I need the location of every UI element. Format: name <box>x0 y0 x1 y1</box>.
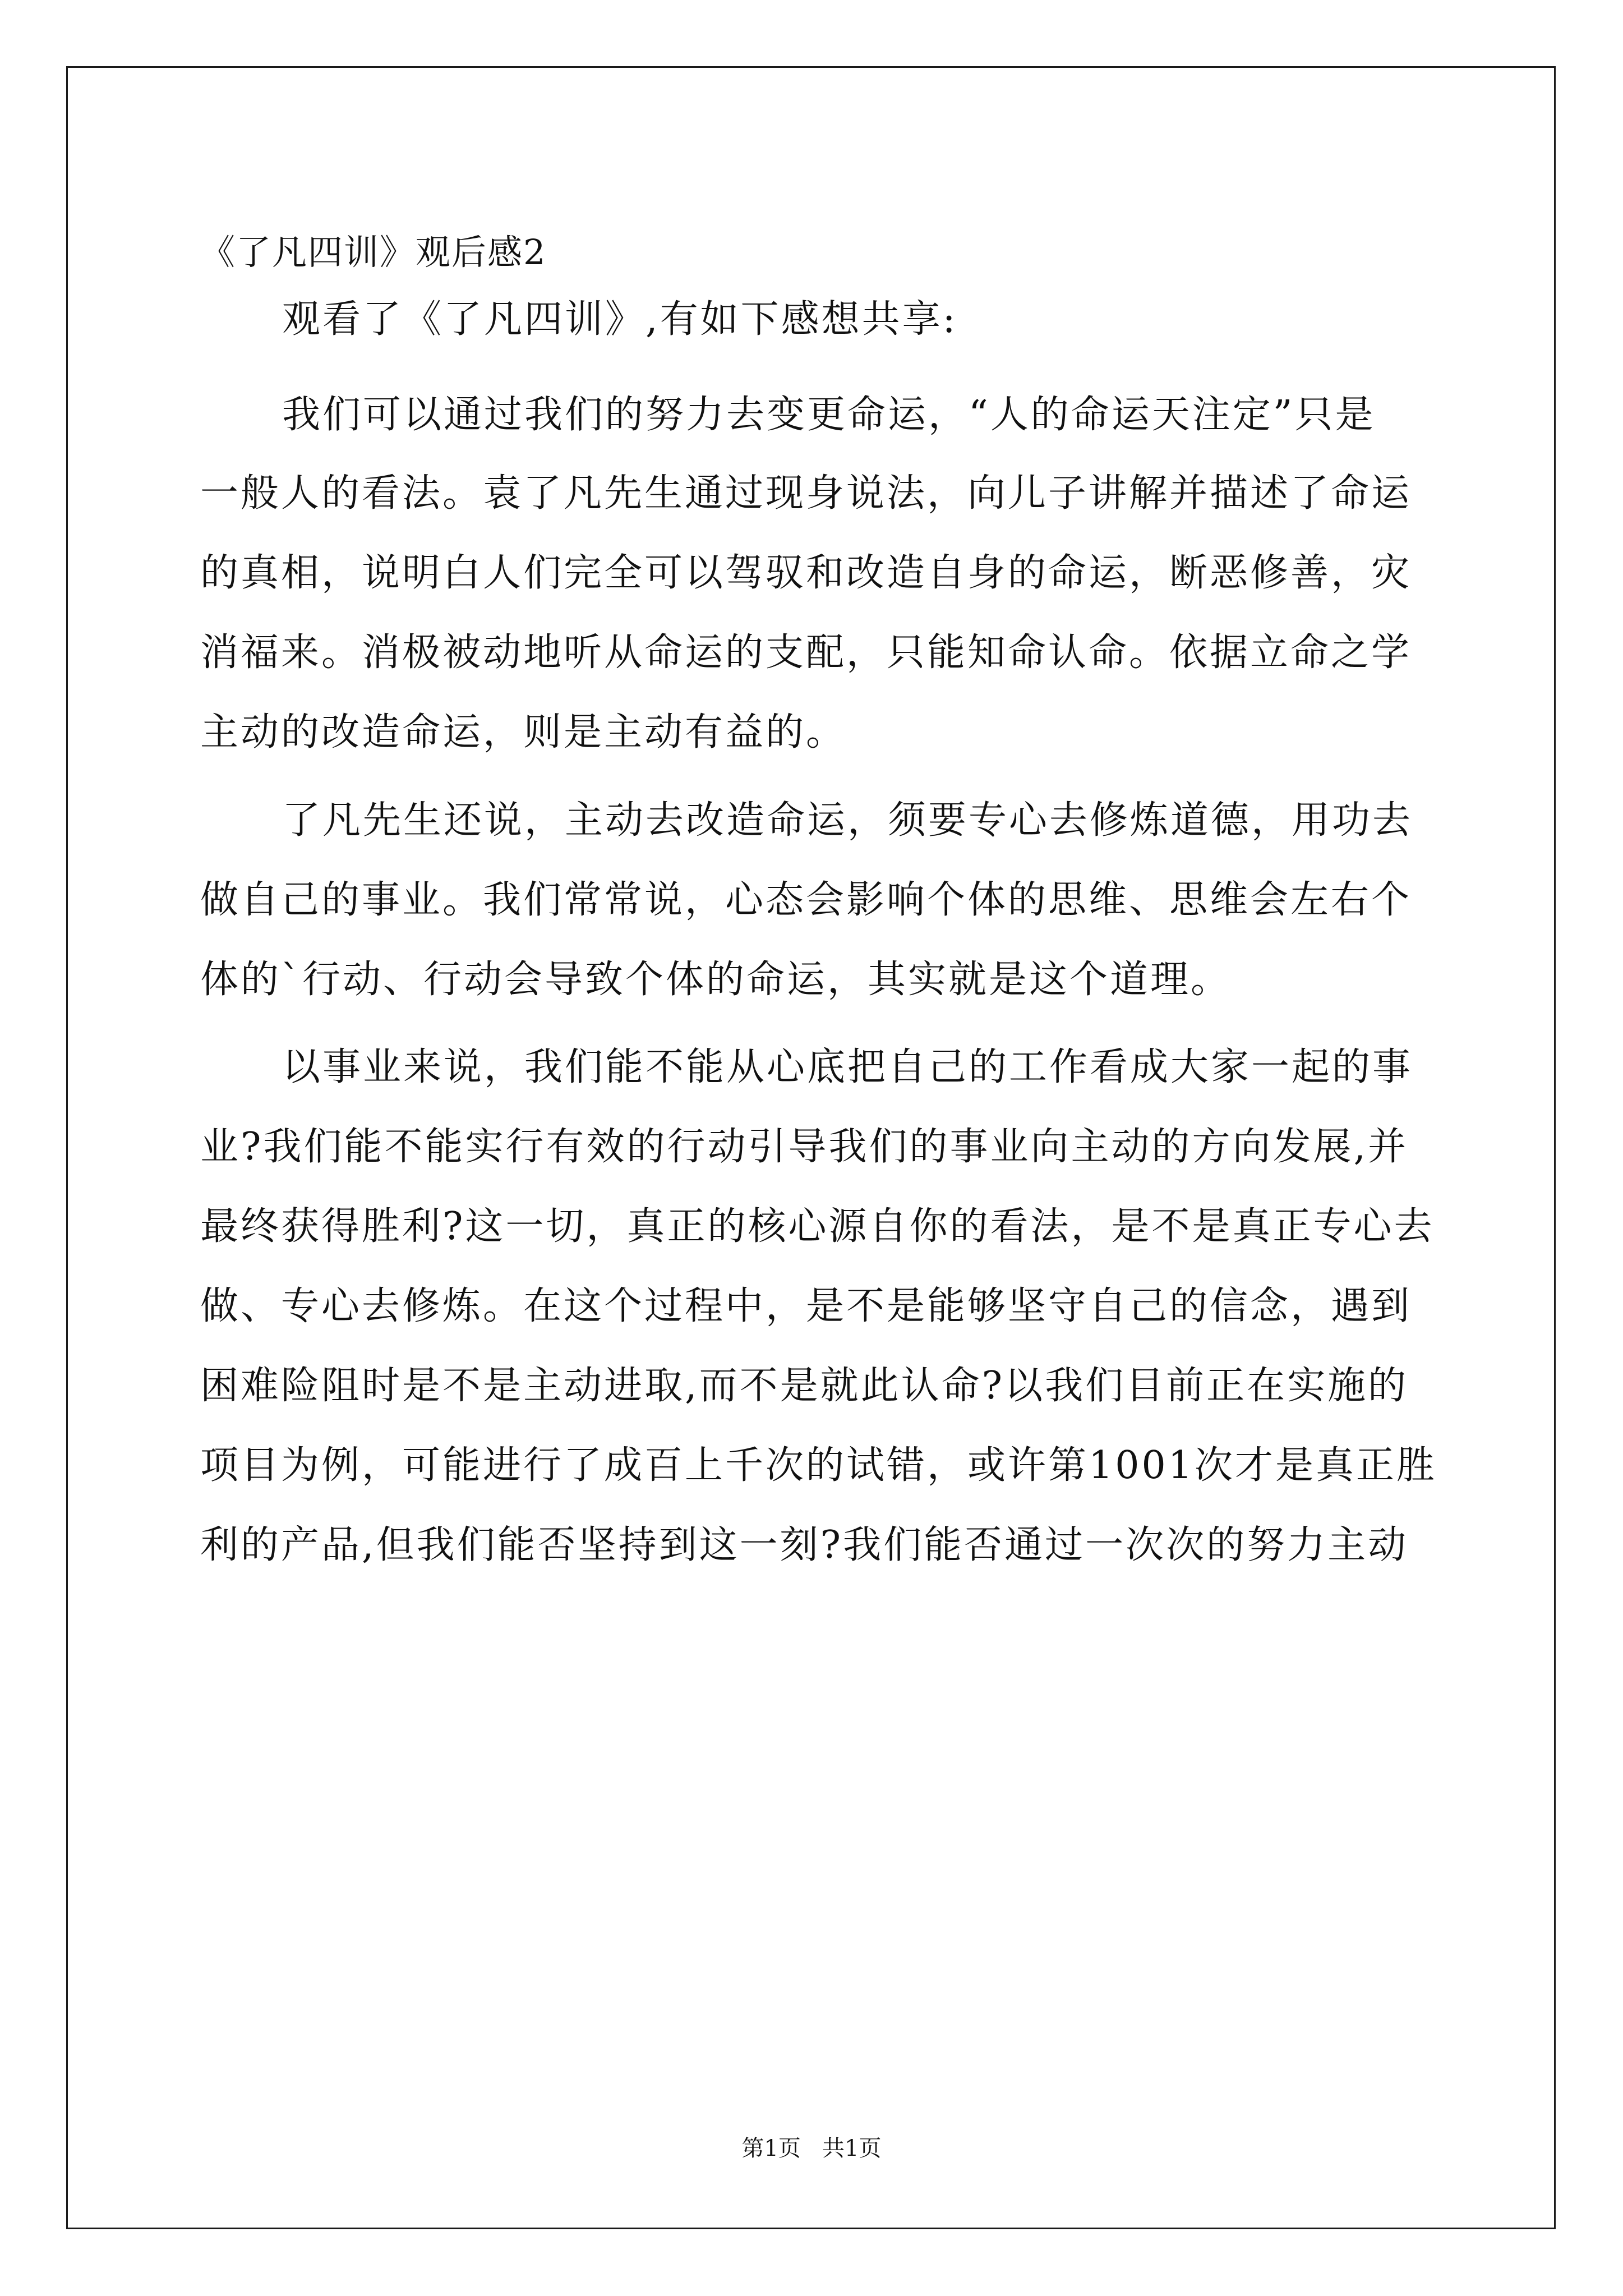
page-footer: 第1页 共1页 <box>741 2136 882 2161</box>
body-line: 了凡先生还说，主动去改造命运，须要专心去修炼道德，用功去 <box>282 798 1413 843</box>
body-line: 项目为例，可能进行了成百上千次的试错，或许第1001次才是真正胜 <box>200 1443 1437 1488</box>
body-line: 最终获得胜利?这一切，真正的核心源自你的看法，是不是真正专心去 <box>200 1204 1435 1249</box>
body-line: 困难险阻时是不是主动进取,而不是就此认命?以我们目前正在实施的 <box>200 1364 1409 1408</box>
body-line: 做自己的事业。我们常常说，心态会影响个体的思维、思维会左右个 <box>200 878 1412 922</box>
body-line: 观看了《了凡四训》,有如下感想共享: <box>282 297 958 342</box>
body-line: 一般人的看法。袁了凡先生通过现身说法，向儿子讲解并描述了命运 <box>200 471 1412 516</box>
body-line: 的真相，说明白人们完全可以驾驭和改造自身的命运，断恶修善，灾 <box>200 551 1412 595</box>
body-line: 业?我们能不能实行有效的行动引导我们的事业向主动的方向发展,并 <box>200 1125 1409 1169</box>
body-line: 体的`行动、行动会导致个体的命运，其实就是这个道理。 <box>200 958 1232 1002</box>
document-title: 《了凡四训》观后感2 <box>200 232 547 273</box>
body-line: 以事业来说，我们能不能从心底把自己的工作看成大家一起的事 <box>282 1045 1413 1089</box>
body-line: 消福来。消极被动地听从命运的支配，只能知命认命。依据立命之学 <box>200 631 1412 675</box>
body-line: 做、专心去修炼。在这个过程中，是不是能够坚守自己的信念，遇到 <box>200 1284 1412 1328</box>
body-line: 主动的改造命运，则是主动有益的。 <box>200 710 847 754</box>
body-line: 我们可以通过我们的努力去变更命运，“人的命运天注定”只是 <box>282 393 1376 437</box>
body-line: 利的产品,但我们能否坚持到这一刻?我们能否通过一次次的努力主动 <box>200 1523 1409 1567</box>
